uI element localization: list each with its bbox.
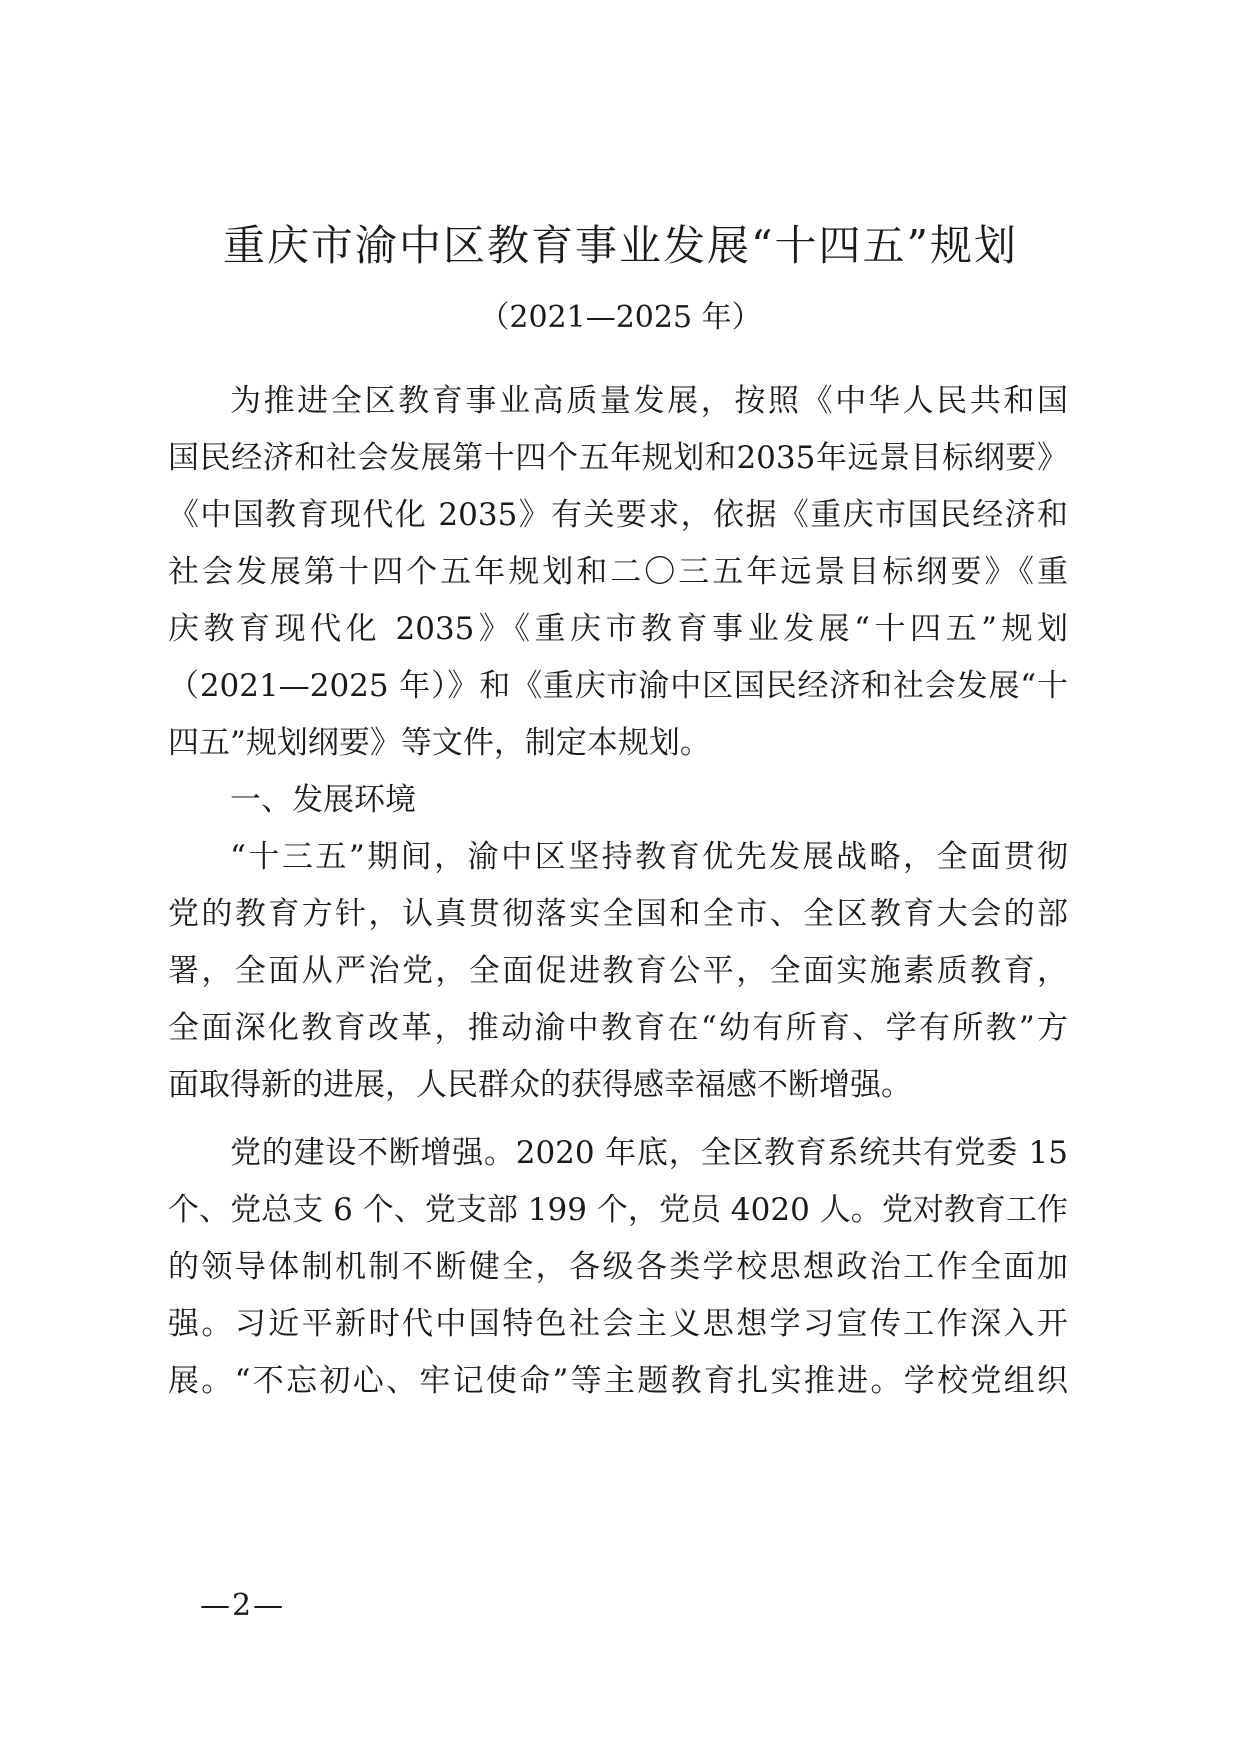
section1-line-5: 面取得新的进展，人民群众的获得感幸福感不断增强。	[168, 1067, 912, 1103]
party-line-4: 强。习近平新时代中国特色社会主义思想学习宣传工作深入开	[168, 1306, 1068, 1342]
party-line-2: 个、党总支 6 个、党支部 199 个，党员 4020 人。党对教育工作	[168, 1192, 1068, 1228]
section-heading-development-environment: 一、发展环境	[230, 782, 416, 818]
party-line-1: 党的建设不断增强。2020 年底，全区教育系统共有党委 15	[230, 1135, 1068, 1171]
intro-line-7: 四五”规划纲要》等文件，制定本规划。	[168, 725, 711, 761]
section1-line-4: 全面深化教育改革，推动渝中教育在“幼有所育、学有所教”方	[168, 1010, 1068, 1046]
party-line-3: 的领导体制机制不断健全，各级各类学校思想政治工作全面加	[168, 1249, 1068, 1285]
intro-line-1: 为推进全区教育事业高质量发展，按照《中华人民共和国	[230, 383, 1068, 419]
document-title: 重庆市渝中区教育事业发展“十四五”规划	[223, 221, 1018, 270]
intro-line-2: 国民经济和社会发展第十四个五年规划和2035年远景目标纲要》	[168, 440, 1068, 476]
intro-line-4: 社会发展第十四个五年规划和二〇三五年远景目标纲要》《重	[168, 554, 1068, 590]
section1-line-3: 署，全面从严治党，全面促进教育公平，全面实施素质教育，	[168, 953, 1068, 989]
party-line-5: 展。“不忘初心、牢记使命”等主题教育扎实推进。学校党组织	[168, 1363, 1068, 1399]
document-subtitle: （2021—2025 年）	[479, 300, 762, 335]
intro-line-3: 《中国教育现代化 2035》有关要求，依据《重庆市国民经济和	[168, 497, 1068, 533]
page-number: —2—	[200, 1588, 286, 1623]
intro-line-6: （2021—2025 年）》和《重庆市渝中区国民经济和社会发展“十	[168, 668, 1068, 704]
intro-line-5: 庆教育现代化 2035》《重庆市教育事业发展“十四五”规划	[168, 611, 1068, 647]
section1-line-2: 党的教育方针，认真贯彻落实全国和全市、全区教育大会的部	[168, 896, 1068, 932]
section1-line-1: “十三五”期间，渝中区坚持教育优先发展战略，全面贯彻	[230, 839, 1068, 875]
